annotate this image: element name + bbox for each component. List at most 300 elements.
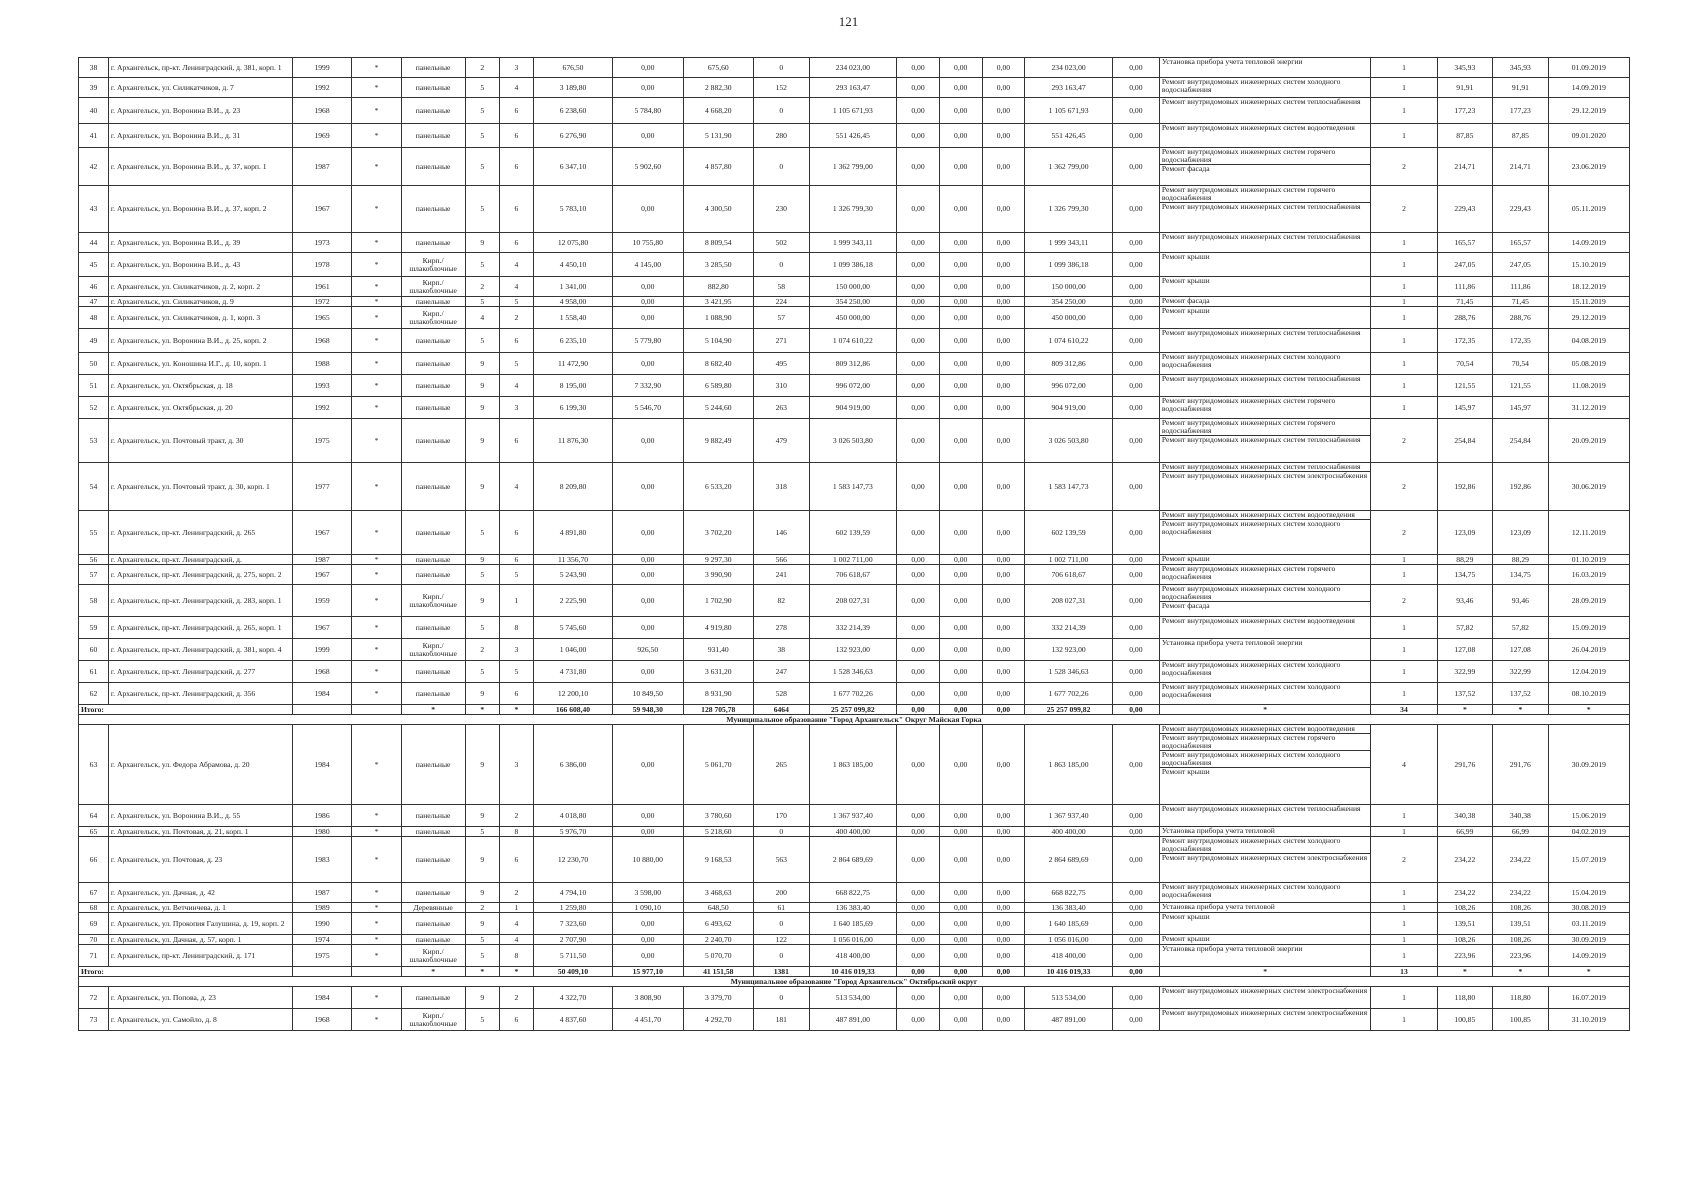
cell-spec-cost: 322,99: [1437, 661, 1493, 683]
table-row: [79, 987, 1630, 1009]
cell-address: г. Архангельск, ул. Воронина В.И., д. 37, корп. 1: [108, 148, 292, 186]
cell-year: 1984: [292, 683, 352, 705]
cell-c3: 0,00: [982, 883, 1025, 903]
cell-year: 1984: [292, 987, 352, 1009]
cell-address: г. Архангельск, пр-кт. Ленинградский, д. 283, корп. 1: [108, 585, 292, 617]
cell-renov: *: [352, 585, 401, 617]
table-row: [79, 124, 1630, 148]
table-row: [79, 555, 1630, 565]
cell-material: панельные: [401, 987, 465, 1009]
cell-c4: 1 528 346,63: [1025, 661, 1113, 683]
cell-c1: 0,00: [897, 463, 940, 511]
cell-c2: 0,00: [939, 913, 982, 935]
cell-year: 1978: [292, 253, 352, 277]
cell-area-res: 0,00: [613, 617, 684, 639]
cell-floors: 5: [465, 148, 499, 186]
cell-c4: 1 999 343,11: [1025, 233, 1113, 253]
cell-address: г. Архангельск, ул. Федора Абрамова, д. 20: [108, 725, 292, 805]
cell-c4: 1 099 386,18: [1025, 253, 1113, 277]
cell-c1: 0,00: [897, 617, 940, 639]
cell-spec-cost: 291,76: [1437, 725, 1493, 805]
cell-address: г. Архангельск, ул. Попова, д. 23: [108, 987, 292, 1009]
cell-cost-total: 1 105 671,93: [809, 98, 897, 124]
cell-c4: 3 026 503,80: [1025, 419, 1113, 463]
work-item: Ремонт внутридомовых инженерных систем холодного водоснабжения: [1161, 882, 1341, 899]
cell-cost-total: 996 072,00: [809, 375, 897, 397]
cell-entrances: 4: [499, 463, 533, 511]
cell-c5: 0,00: [1112, 124, 1159, 148]
cell-area-living: 648,50: [683, 903, 754, 913]
cell-year: 1992: [292, 78, 352, 98]
cell-date: 12.11.2019: [1548, 511, 1629, 555]
cell-year: 1974: [292, 935, 352, 945]
cell-work-count: 1: [1371, 307, 1437, 329]
cell-address: г. Архангельск, ул. Воронина В.И., д. 25, корп. 2: [108, 329, 292, 353]
cell-c3: 0,00: [982, 58, 1025, 78]
cell-floors: 9: [465, 837, 499, 883]
cell-spec-cost: 214,71: [1437, 148, 1493, 186]
cell-work-count: 1: [1371, 329, 1437, 353]
table-row: [79, 683, 1630, 705]
cell-cost-total: 487 891,00: [809, 1009, 897, 1031]
cell-work-count: 1: [1371, 617, 1437, 639]
section-header-row: [79, 715, 1630, 725]
cell-renov: *: [352, 186, 401, 233]
cell-material: панельные: [401, 419, 465, 463]
cell-c2: 0,00: [939, 883, 982, 903]
table-row: [79, 253, 1630, 277]
table-row: [79, 903, 1630, 913]
cell-c5: 0,00: [1112, 353, 1159, 375]
cell-residents: 146: [754, 511, 810, 555]
cell-material: панельные: [401, 297, 465, 307]
cell-n: 59: [79, 617, 109, 639]
cell-n: 63: [79, 725, 109, 805]
cell-area-living: 4 857,80: [683, 148, 754, 186]
cell-works: [1159, 913, 1371, 935]
cell-c2: 0,00: [939, 565, 982, 585]
cell-address: г. Архангельск, ул. Ветчинчева, д. 1: [108, 903, 292, 913]
cell-c2: 0,00: [939, 661, 982, 683]
cell-date: 26.04.2019: [1548, 639, 1629, 661]
cell-cost-total: 1 999 343,11: [809, 233, 897, 253]
cell-work-count: 1: [1371, 827, 1437, 837]
cell-area-res: 0,00: [613, 805, 684, 827]
cell-c5: 0,00: [1112, 935, 1159, 945]
cell-material: панельные: [401, 883, 465, 903]
cell-date: 15.07.2019: [1548, 837, 1629, 883]
table-row: [79, 397, 1630, 419]
cell-entrances: 2: [499, 805, 533, 827]
table-row: [79, 307, 1630, 329]
cell-c2: 0,00: [939, 419, 982, 463]
cell-floors: 9: [465, 419, 499, 463]
cell-material: панельные: [401, 935, 465, 945]
cell-spec-cost: 137,52: [1437, 683, 1493, 705]
cell-entrances: 8: [499, 945, 533, 967]
cell-date: 14.09.2019: [1548, 233, 1629, 253]
cell-area-res: 5 779,80: [613, 329, 684, 353]
cell-area-res: 0,00: [613, 511, 684, 555]
cell-year: 1987: [292, 883, 352, 903]
cell-spec-cost: 100,85: [1437, 1009, 1493, 1031]
cell-works: [1159, 463, 1371, 511]
cell-floors: 5: [465, 945, 499, 967]
cell-c2: 0,00: [939, 987, 982, 1009]
cell-c1: 0,00: [897, 1009, 940, 1031]
cell-material: панельные: [401, 565, 465, 585]
cell-address: г. Архангельск, ул. Силикатчиков, д. 9: [108, 297, 292, 307]
cell-floors: 5: [465, 565, 499, 585]
cell-c1: 0,00: [897, 555, 940, 565]
cell-cost-total: 1 362 799,00: [809, 148, 897, 186]
cell-work-count: 1: [1371, 883, 1437, 903]
cell-year: 1977: [292, 463, 352, 511]
cell-works: [1159, 78, 1371, 98]
cell-works: [1159, 565, 1371, 585]
cell-max-cost: 108,26: [1493, 903, 1549, 913]
table-row: [79, 913, 1630, 935]
cell-date: 15.11.2019: [1548, 297, 1629, 307]
housing-repair-table: [78, 57, 1630, 1031]
cell-material: панельные: [401, 805, 465, 827]
cell-c3: 0,00: [982, 683, 1025, 705]
cell-renov: *: [352, 555, 401, 565]
cell-floors: 2: [465, 639, 499, 661]
cell-spec-cost: 234,22: [1437, 837, 1493, 883]
cell-c4: 487 891,00: [1025, 1009, 1113, 1031]
cell-date: 31.10.2019: [1548, 1009, 1629, 1031]
cell-c4: 1 105 671,93: [1025, 98, 1113, 124]
cell-floors: 9: [465, 555, 499, 565]
cell-entrances: 4: [499, 277, 533, 297]
cell-spec-cost: 108,26: [1437, 903, 1493, 913]
cell-spec-cost: 93,46: [1437, 585, 1493, 617]
table-row: [79, 98, 1630, 124]
cell-material: Кирп./ шлакоблочные: [401, 639, 465, 661]
cell-work-count: 2: [1371, 148, 1437, 186]
cell-area-living: 882,80: [683, 277, 754, 297]
cell-renov: *: [352, 987, 401, 1009]
cell-max-cost: 121,55: [1493, 375, 1549, 397]
cell-c3: 0,00: [982, 987, 1025, 1009]
cell-year: 1967: [292, 617, 352, 639]
cell-c1: 0,00: [897, 661, 940, 683]
cell-c3: 0,00: [982, 463, 1025, 511]
cell-area-living: 8 809,54: [683, 233, 754, 253]
cell-area-living: 675,60: [683, 58, 754, 78]
cell-cost-total: 668 822,75: [809, 883, 897, 903]
cell-work-count: 1: [1371, 683, 1437, 705]
work-item: Ремонт внутридомовых инженерных систем теплоснабжения: [1161, 374, 1361, 383]
cell-floors: 5: [465, 297, 499, 307]
cell-cost-total: 1 002 711,00: [809, 555, 897, 565]
cell-max-cost: 134,75: [1493, 565, 1549, 585]
cell-renov: *: [352, 883, 401, 903]
cell-floors: 5: [465, 253, 499, 277]
cell-c2: 0,00: [939, 935, 982, 945]
cell-c3: 0,00: [982, 186, 1025, 233]
section-header-row: [79, 977, 1630, 987]
cell-max-cost: 123,09: [1493, 511, 1549, 555]
cell-area-total: 8 195,00: [533, 375, 612, 397]
table-row: [79, 148, 1630, 186]
cell-residents: 122: [754, 935, 810, 945]
work-item: Ремонт внутридомовых инженерных систем водоотведения: [1160, 725, 1371, 734]
cell-area-living: 8 931,90: [683, 683, 754, 705]
work-item: Ремонт крыши: [1161, 912, 1210, 921]
cell-c5: 0,00: [1112, 148, 1159, 186]
work-item: Ремонт внутридомовых инженерных систем горячего водоснабжения: [1161, 564, 1336, 581]
cell-area-living: 3 990,90: [683, 565, 754, 585]
cell-work-count: 1: [1371, 98, 1437, 124]
cell-c4: 450 000,00: [1025, 307, 1113, 329]
cell-entrances: 3: [499, 397, 533, 419]
cell-area-res: 0,00: [613, 78, 684, 98]
cell-area-living: 2 240,70: [683, 935, 754, 945]
cell-work-count: 4: [1371, 725, 1437, 805]
cell-max-cost: 254,84: [1493, 419, 1549, 463]
cell-c3: 0,00: [982, 805, 1025, 827]
cell-area-res: 0,00: [613, 555, 684, 565]
work-item: Ремонт внутридомовых инженерных систем водоотведения: [1161, 616, 1355, 625]
cell-date: 16.07.2019: [1548, 987, 1629, 1009]
work-item: Ремонт внутридомовых инженерных систем электроснабжения: [1161, 470, 1368, 480]
cell-c2: 0,00: [939, 78, 982, 98]
cell-residents: 57: [754, 307, 810, 329]
total-c2: 0,00: [939, 967, 982, 977]
cell-c3: 0,00: [982, 419, 1025, 463]
total-cell: [352, 705, 401, 715]
cell-date: 15.10.2019: [1548, 253, 1629, 277]
cell-area-res: 0,00: [613, 186, 684, 233]
total-c3: 0,00: [982, 705, 1025, 715]
cell-c3: 0,00: [982, 253, 1025, 277]
work-item: Ремонт внутридомовых инженерных систем теплоснабжения: [1160, 463, 1371, 472]
cell-entrances: 6: [499, 511, 533, 555]
total-cell: [352, 967, 401, 977]
cell-max-cost: 291,76: [1493, 725, 1549, 805]
cell-entrances: 8: [499, 617, 533, 639]
work-item: Ремонт внутридомовых инженерных систем электроснабжения: [1161, 852, 1368, 862]
cell-cost-total: 1 528 346,63: [809, 661, 897, 683]
cell-n: 48: [79, 307, 109, 329]
cell-area-total: 6 276,90: [533, 124, 612, 148]
total-c5: 0,00: [1112, 967, 1159, 977]
cell-year: 1999: [292, 639, 352, 661]
total-area-res: 15 977,10: [613, 967, 684, 977]
cell-area-total: 4 794,10: [533, 883, 612, 903]
cell-residents: 479: [754, 419, 810, 463]
cell-floors: 5: [465, 827, 499, 837]
cell-area-total: 4 958,00: [533, 297, 612, 307]
page-number: 121: [838, 14, 859, 29]
cell-c4: 2 864 689,69: [1025, 837, 1113, 883]
cell-c3: 0,00: [982, 98, 1025, 124]
total-cell: *: [401, 705, 465, 715]
section-title: Муниципальное образование "Город Архангельск" Округ Майская Горка: [79, 715, 1630, 725]
total-c3: 0,00: [982, 967, 1025, 977]
total-row: [79, 705, 1630, 715]
cell-year: 1987: [292, 555, 352, 565]
cell-c1: 0,00: [897, 725, 940, 805]
work-item: Ремонт фасада: [1161, 600, 1210, 610]
cell-cost-total: 136 383,40: [809, 903, 897, 913]
cell-renov: *: [352, 463, 401, 511]
work-item: Ремонт внутридомовых инженерных систем холодного водоснабжения: [1161, 77, 1341, 94]
cell-spec-cost: 192,86: [1437, 463, 1493, 511]
cell-date: 01.09.2019: [1548, 58, 1629, 78]
cell-n: 38: [79, 58, 109, 78]
cell-area-total: 1 259,80: [533, 903, 612, 913]
cell-entrances: 4: [499, 78, 533, 98]
cell-floors: 5: [465, 329, 499, 353]
cell-max-cost: 91,91: [1493, 78, 1549, 98]
cell-c1: 0,00: [897, 307, 940, 329]
cell-address: г. Архангельск, ул. Воронина В.И., д. 39: [108, 233, 292, 253]
cell-spec-cost: 91,91: [1437, 78, 1493, 98]
cell-c2: 0,00: [939, 233, 982, 253]
cell-cost-total: 1 074 610,22: [809, 329, 897, 353]
total-cost-total: 10 416 019,33: [809, 967, 897, 977]
cell-material: Кирп./ шлакоблочные: [401, 945, 465, 967]
cell-year: 1959: [292, 585, 352, 617]
cell-cost-total: 602 139,59: [809, 511, 897, 555]
cell-area-res: 7 332,90: [613, 375, 684, 397]
cell-renov: *: [352, 397, 401, 419]
cell-works: [1159, 397, 1371, 419]
cell-entrances: 6: [499, 98, 533, 124]
cell-c1: 0,00: [897, 397, 940, 419]
cell-cost-total: 904 919,00: [809, 397, 897, 419]
cell-n: 41: [79, 124, 109, 148]
cell-work-count: 1: [1371, 987, 1437, 1009]
cell-date: 30.06.2019: [1548, 463, 1629, 511]
cell-c3: 0,00: [982, 935, 1025, 945]
cell-year: 1999: [292, 58, 352, 78]
cell-n: 73: [79, 1009, 109, 1031]
cell-n: 47: [79, 297, 109, 307]
cell-floors: 2: [465, 277, 499, 297]
table-row: [79, 58, 1630, 78]
cell-c5: 0,00: [1112, 1009, 1159, 1031]
cell-floors: 5: [465, 124, 499, 148]
cell-area-res: 0,00: [613, 565, 684, 585]
cell-work-count: 1: [1371, 661, 1437, 683]
cell-floors: 2: [465, 58, 499, 78]
cell-entrances: 8: [499, 827, 533, 837]
cell-c2: 0,00: [939, 375, 982, 397]
cell-c5: 0,00: [1112, 945, 1159, 967]
cell-area-total: 12 230,70: [533, 837, 612, 883]
cell-c4: 150 000,00: [1025, 277, 1113, 297]
cell-works: [1159, 58, 1371, 78]
cell-entrances: 5: [499, 661, 533, 683]
cell-works: [1159, 725, 1371, 805]
cell-date: 09.01.2020: [1548, 124, 1629, 148]
section-title: Муниципальное образование "Город Архангельск" Октябрьский округ: [79, 977, 1630, 987]
cell-max-cost: 66,99: [1493, 827, 1549, 837]
cell-date: 14.09.2019: [1548, 78, 1629, 98]
cell-n: 70: [79, 935, 109, 945]
cell-area-res: 1 090,10: [613, 903, 684, 913]
total-cell: *: [1437, 705, 1493, 715]
cell-date: 28.09.2019: [1548, 585, 1629, 617]
cell-work-count: 2: [1371, 511, 1437, 555]
cell-residents: 61: [754, 903, 810, 913]
cell-area-res: 0,00: [613, 353, 684, 375]
cell-area-res: 0,00: [613, 58, 684, 78]
cell-date: 04.02.2019: [1548, 827, 1629, 837]
cell-max-cost: 57,82: [1493, 617, 1549, 639]
cell-c3: 0,00: [982, 913, 1025, 935]
cell-works: [1159, 1009, 1371, 1031]
cell-spec-cost: 123,09: [1437, 511, 1493, 555]
work-item: Ремонт внутридомовых инженерных систем теплоснабжения: [1161, 434, 1361, 444]
cell-material: панельные: [401, 913, 465, 935]
cell-spec-cost: 66,99: [1437, 827, 1493, 837]
cell-address: г. Архангельск, ул. Воронина В.И., д. 31: [108, 124, 292, 148]
table-row: [79, 945, 1630, 967]
cell-c4: 809 312,86: [1025, 353, 1113, 375]
cell-floors: 5: [465, 617, 499, 639]
cell-area-res: 3 808,90: [613, 987, 684, 1009]
cell-renov: *: [352, 725, 401, 805]
cell-n: 66: [79, 837, 109, 883]
cell-cost-total: 513 534,00: [809, 987, 897, 1009]
cell-entrances: 6: [499, 124, 533, 148]
cell-renov: *: [352, 329, 401, 353]
cell-max-cost: 145,97: [1493, 397, 1549, 419]
cell-year: 1967: [292, 186, 352, 233]
cell-max-cost: 165,57: [1493, 233, 1549, 253]
cell-entrances: 6: [499, 837, 533, 883]
cell-area-total: 12 200,10: [533, 683, 612, 705]
cell-date: 29.12.2019: [1548, 98, 1629, 124]
work-item: Ремонт внутридомовых инженерных систем электроснабжения: [1161, 1008, 1368, 1017]
cell-renov: *: [352, 297, 401, 307]
cell-c5: 0,00: [1112, 683, 1159, 705]
cell-n: 54: [79, 463, 109, 511]
cell-spec-cost: 57,82: [1437, 617, 1493, 639]
cell-c4: 904 919,00: [1025, 397, 1113, 419]
cell-max-cost: 127,08: [1493, 639, 1549, 661]
cell-address: г. Архангельск, пр-кт. Ленинградский, д. 356: [108, 683, 292, 705]
cell-c1: 0,00: [897, 297, 940, 307]
cell-max-cost: 88,29: [1493, 555, 1549, 565]
cell-date: 29.12.2019: [1548, 307, 1629, 329]
cell-c2: 0,00: [939, 124, 982, 148]
total-cell: *: [465, 967, 499, 977]
table-body: [79, 58, 1630, 1031]
cell-c4: 354 250,00: [1025, 297, 1113, 307]
cell-c5: 0,00: [1112, 617, 1159, 639]
cell-area-total: 4 450,10: [533, 253, 612, 277]
cell-c2: 0,00: [939, 148, 982, 186]
cell-area-total: 12 075,80: [533, 233, 612, 253]
cell-residents: 230: [754, 186, 810, 233]
cell-renov: *: [352, 913, 401, 935]
cell-work-count: 1: [1371, 58, 1437, 78]
cell-n: 65: [79, 827, 109, 837]
cell-area-res: 10 755,80: [613, 233, 684, 253]
cell-area-living: 1 088,90: [683, 307, 754, 329]
cell-n: 45: [79, 253, 109, 277]
cell-work-count: 1: [1371, 277, 1437, 297]
cell-c5: 0,00: [1112, 511, 1159, 555]
table-row: [79, 805, 1630, 827]
cell-c4: 996 072,00: [1025, 375, 1113, 397]
